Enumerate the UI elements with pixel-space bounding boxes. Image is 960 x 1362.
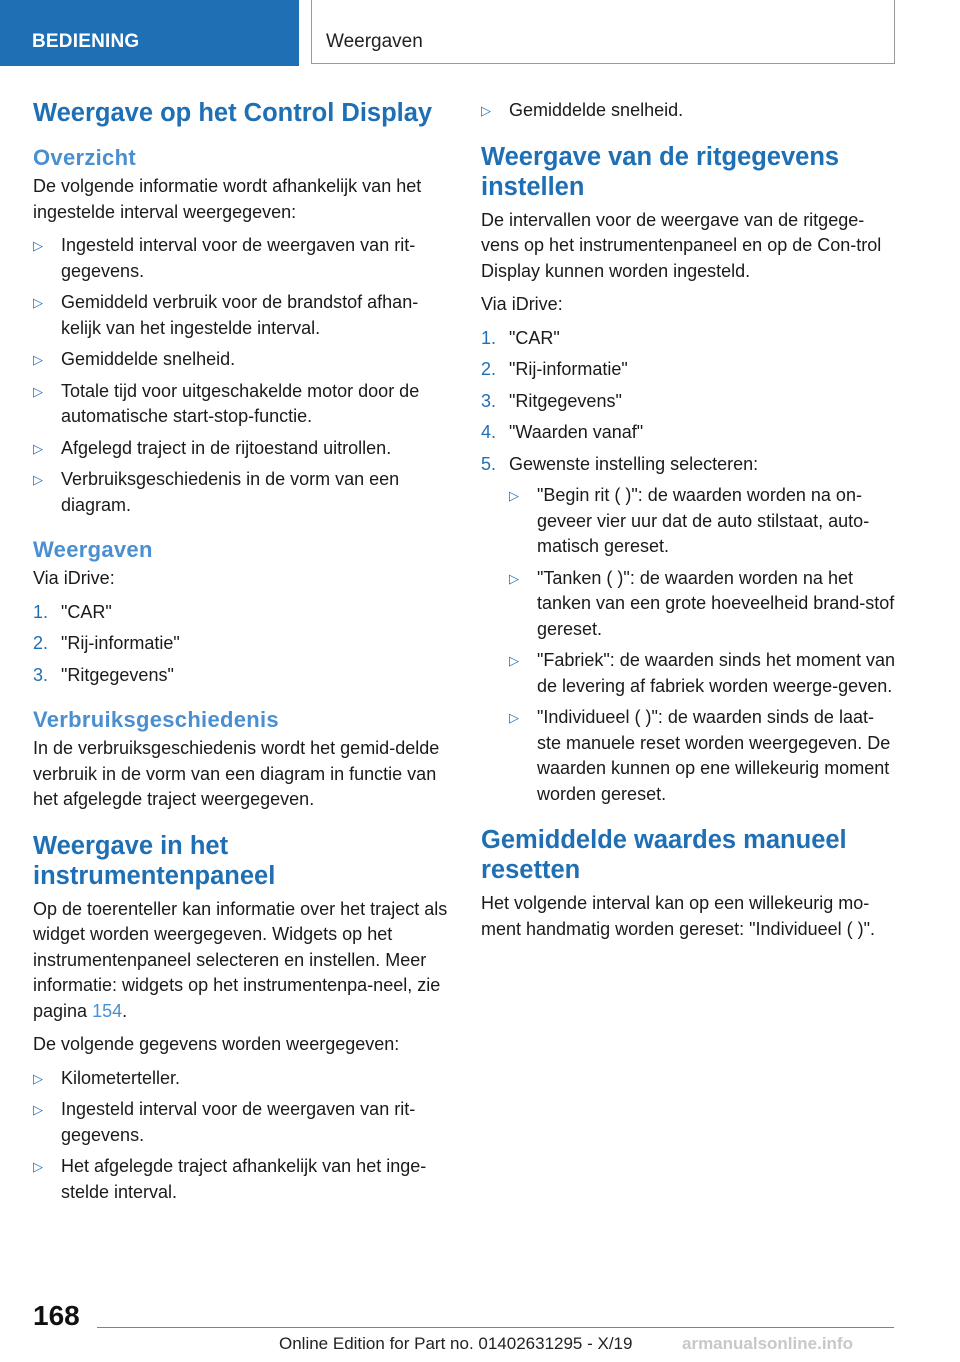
list-item xyxy=(481,357,895,383)
heading-instrumentenpaneel: Weergave in het instrumentenpaneel xyxy=(33,831,276,890)
right-column xyxy=(481,98,895,950)
footer-divider xyxy=(97,1327,894,1328)
step-number: 4. xyxy=(481,422,497,442)
list-item: ▷ Gemiddeld verbruik voor de brandstof afhan-kelijk van het ingestelde interval. xyxy=(33,290,451,341)
ritgeg-text: De intervallen voor de weergave van de ritgege-vens op het instrumentenpaneel en op de Con-trol Display kunnen worden ingesteld. xyxy=(481,209,882,281)
header-section-tab xyxy=(0,0,299,66)
instr-text-body: Op de toerenteller kan informatie over het traject als widget worden weergegeven. Widgets op het instrumentenpaneel selecteren en instellen. Meer informatie: widgets op het instrumentenpa-neel, zie pagina xyxy=(33,898,448,1021)
step-number: 1. xyxy=(481,327,497,348)
list-item xyxy=(481,452,895,808)
heading-ritgegevens-instellen: Weergave van de ritgegevens instellen xyxy=(481,142,840,201)
list-item xyxy=(33,663,451,689)
list-item xyxy=(481,420,895,446)
step-text: "Ritgegevens" xyxy=(61,664,174,685)
list-item xyxy=(33,631,451,657)
list-item: ▷ Gemiddelde snelheid. xyxy=(481,98,895,124)
via-idrive-label: Via iDrive: xyxy=(33,568,115,588)
top-list xyxy=(481,98,895,124)
heading-waardes-resetten: Gemiddelde waardes manueel resetten xyxy=(481,826,847,884)
list-item: ▷ Afgelegd traject in de rijtoestand uitrollen. xyxy=(33,436,451,462)
list-item xyxy=(33,600,451,626)
step-number: 3. xyxy=(33,664,49,685)
step-text: "Rij-informatie" xyxy=(61,633,180,653)
heading-overzicht: Overzicht xyxy=(33,145,136,170)
list-item: ▷ "Individueel ( )": de waarden sinds de laat-ste manuele reset worden weergegeven. De waarden kunnen op ene willekeurig moment worden gereset. xyxy=(509,705,895,807)
verbruik-text: In de verbruiksgeschiedenis wordt het gemid-delde verbruik in de vorm van een diagram in functie van het afgelegde traject weergegeven. xyxy=(33,738,440,809)
watermark: armanualsonline.info xyxy=(682,1334,853,1353)
heading-verbruiksgeschiedenis: Verbruiksgeschiedenis xyxy=(33,707,279,732)
list-item: ▷ Kilometerteller. xyxy=(33,1066,451,1092)
list-item: ▷ Het afgelegde traject afhankelijk van het inge-stelde interval. xyxy=(33,1154,451,1205)
weergaven-steps xyxy=(33,600,451,689)
step-text: Gewenste instelling selecteren: xyxy=(509,453,759,474)
step-number: 3. xyxy=(481,390,497,411)
instr-list xyxy=(33,1066,451,1206)
step-text: "Rij-informatie" xyxy=(509,359,628,379)
list-item: ▷ Gemiddelde snelheid. xyxy=(33,347,451,373)
list-item: ▷ "Fabriek": de waarden sinds het moment van de levering af fabriek worden weerge-geven. xyxy=(509,648,895,699)
step-text: "Waarden vanaf" xyxy=(509,422,644,442)
ritgeg-steps xyxy=(481,326,895,808)
overzicht-intro: De volgende informatie wordt afhankelijk van het ingestelde interval weergegeven: xyxy=(33,176,422,222)
step-number: 2. xyxy=(481,359,497,379)
instr-text xyxy=(33,897,451,1025)
list-item xyxy=(481,326,895,352)
step-number: 2. xyxy=(33,633,49,653)
list-item: ▷ "Tanken ( )": de waarden worden na het tanken van een grote hoeveelheid brand-stof gereset. xyxy=(509,566,895,643)
via-idrive-label: Via iDrive: xyxy=(481,294,563,314)
reset-text: Het volgende interval kan op een willekeurig mo-ment handmatig worden gereset: "Individueel ( )". xyxy=(481,893,875,939)
footer-edition: Online Edition for Part no. 01402631295 - X/19 xyxy=(279,1334,633,1353)
list-item: ▷ Verbruiksgeschiedenis in de vorm van een diagram. xyxy=(33,467,451,518)
heading-control-display: Weergave op het Control Display xyxy=(33,99,433,127)
step-text: "CAR" xyxy=(61,601,112,622)
header-chapter-box xyxy=(311,0,895,64)
settings-sublist xyxy=(509,483,895,807)
page-link[interactable]: 154 xyxy=(92,1000,123,1021)
overzicht-list xyxy=(33,233,451,518)
instr-intro: De volgende gegevens worden weergegeven: xyxy=(33,1034,400,1054)
step-text: "CAR" xyxy=(509,327,560,348)
header-chapter-label: Weergaven xyxy=(326,31,423,52)
list-item: ▷ "Begin rit ( )": de waarden worden na on-geveer vier uur dat de auto stilstaat, auto-matisch gereset. xyxy=(509,483,895,560)
left-column xyxy=(33,98,451,1213)
step-number: 1. xyxy=(33,601,49,622)
heading-weergaven: Weergaven xyxy=(33,537,153,562)
step-number: 5. xyxy=(481,453,497,474)
instr-text-dot: . xyxy=(122,1000,128,1021)
header-section-label: BEDIENING xyxy=(32,31,140,52)
page-number: 168 xyxy=(33,1300,80,1331)
step-text: "Ritgegevens" xyxy=(509,390,622,411)
list-item: ▷ Totale tijd voor uitgeschakelde motor door de automatische start-stop-functie. xyxy=(33,379,451,430)
list-item: ▷ Ingesteld interval voor de weergaven van rit-gegevens. xyxy=(33,233,451,284)
list-item: ▷ Ingesteld interval voor de weergaven van rit-gegevens. xyxy=(33,1097,451,1148)
list-item xyxy=(481,389,895,415)
